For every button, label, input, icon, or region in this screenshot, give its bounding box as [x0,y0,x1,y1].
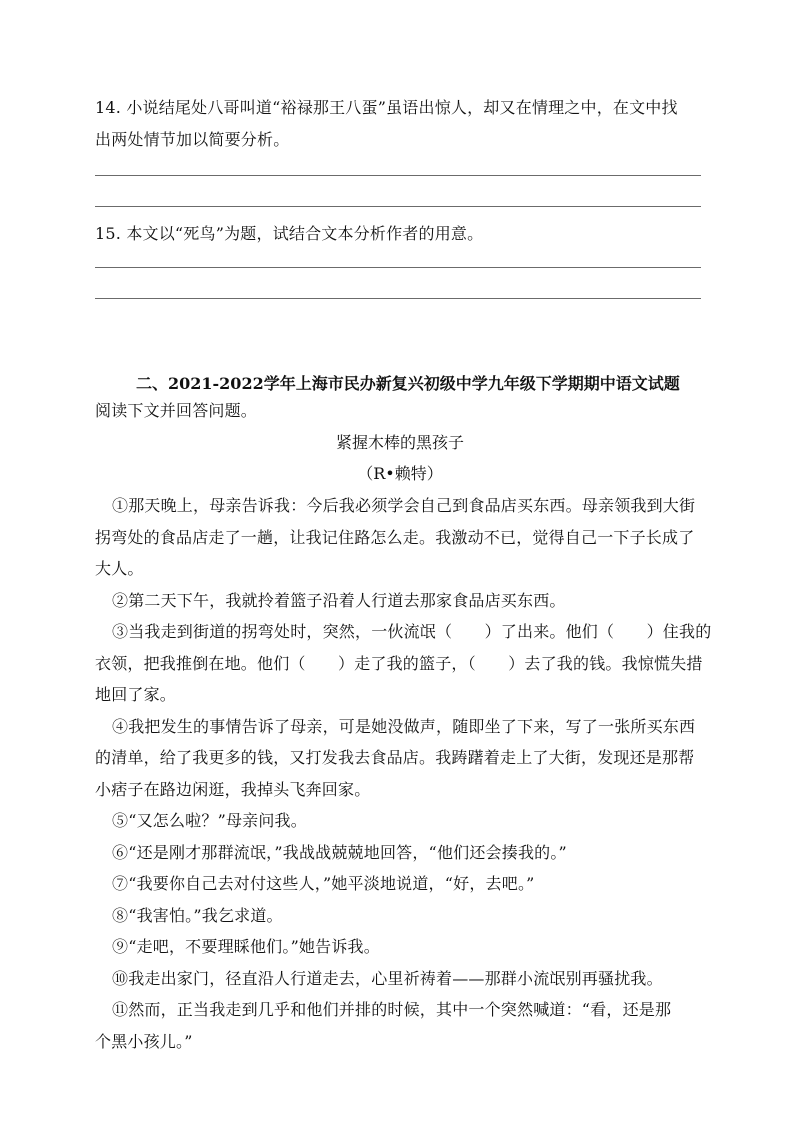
paragraph-5-line-1: ⑤“又怎么啦？”母亲问我。 [112,811,307,830]
paragraph-7-line-1: ⑦“我要你自己去对付这些人，”她平淡地说道，“好，去吧。” [112,874,535,893]
paragraph-9-line-1: ⑨“走吧，不要理睬他们。”她告诉我。 [112,937,380,956]
question-14-line-1: 14. 小说结尾处八哥叫道“裕禄那王八蛋”虽语出惊人，却又在情理之中，在文中找 [95,98,678,117]
paragraph-1-line-3: 大人。 [95,559,144,578]
passage-title: 紧握木棒的黑孩子 [335,433,464,452]
paragraph-1-line-2: 拐弯处的食品店走了一趟，让我记住路怎么走。我激动不已，觉得自己一下子长成了 [95,528,695,547]
paragraph-2-line-1: ②第二天下午，我就拎着篮子沿着人行道去那家食品店买东西。 [112,591,566,610]
paragraph-8-line-1: ⑧“我害怕。”我乞求道。 [112,906,283,925]
passage-author: （R•赖特） [357,464,443,483]
paragraph-3-line-1: ③当我走到街道的拐弯处时，突然，一伙流氓（ ）了出来。他们（ ）住我的 [112,622,712,641]
reading-instruction: 阅读下文并回答问题。 [95,401,258,420]
paragraph-4-line-3: 小痞子在路边闲逛，我掉头飞奔回家。 [95,780,371,799]
paragraph-11-line-2: 个黑小孩儿。” [95,1032,193,1051]
question-14-line-2: 出两处情节加以简要分析。 [95,130,290,149]
paragraph-6-line-1: ⑥“还是刚才那群流氓，”我战战兢兢地回答，“他们还会揍我的。” [112,843,567,862]
paragraph-1-line-1: ①那天晚上，母亲告诉我：今后我必须学会自己到食品店买东西。母亲领我到大街 [112,496,696,515]
answer-line-15-1[interactable] [95,267,701,268]
answer-line-14-1[interactable] [95,175,701,176]
paragraph-3-line-2: 衣领，把我推倒在地。他们（ ）走了我的篮子，（ ）去了我的钱。我惊慌失措 [95,654,703,673]
paragraph-4-line-1: ④我把发生的事情告诉了母亲，可是她没做声，随即坐了下来，写了一张所买东西 [112,717,696,736]
section-heading: 二、2021-2022学年上海市民办新复兴初级中学九年级下学期期中语文试题 [136,374,680,393]
paragraph-10-line-1: ⑩我走出家门，径直沿人行道走去，心里祈祷着——那群小流氓别再骚扰我。 [112,969,663,988]
paragraph-3-line-3: 地回了家。 [95,685,177,704]
answer-line-15-2[interactable] [95,298,701,299]
answer-line-14-2[interactable] [95,206,701,207]
paragraph-4-line-2: 的清单，给了我更多的钱，又打发我去食品店。我踌躇着走上了大街，发现还是那帮 [95,748,695,767]
paragraph-11-line-1: ⑪然而，正当我走到几乎和他们并排的时候，其中一个突然喊道：“看，还是那 [112,1000,672,1019]
question-15-line-1: 15. 本文以“死鸟”为题，试结合文本分析作者的用意。 [95,224,484,243]
